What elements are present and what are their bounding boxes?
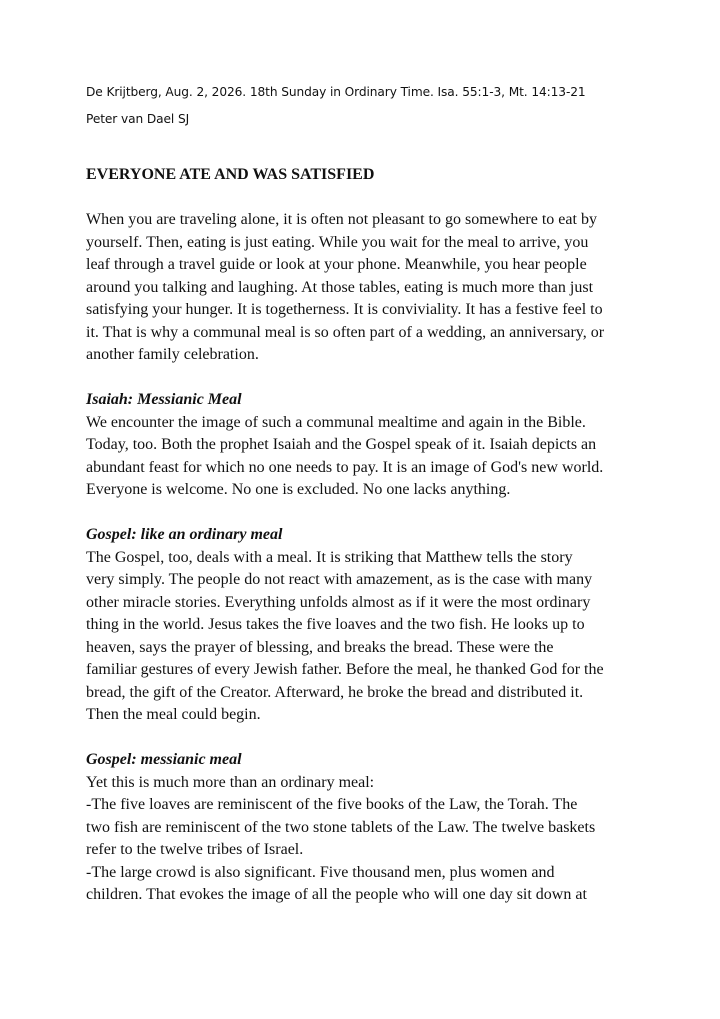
paragraph-gap bbox=[86, 367, 642, 390]
section-heading-ordinary-meal: Gospel: like an ordinary meal bbox=[86, 526, 283, 543]
paragraph-line: children. That evokes the image of all the people who will one day sit down at bbox=[86, 886, 587, 903]
section-heading-messianic-meal: Gospel: messianic meal bbox=[86, 751, 242, 768]
paragraph-line: it. That is why a communal meal is so often part of a wedding, an anniversary, or bbox=[86, 323, 605, 341]
paragraph-line: abundant feast for which no one needs to pay. It is an image of God's new world. bbox=[86, 458, 604, 476]
messianic-meal-paragraph bbox=[86, 772, 642, 907]
paragraph-gap bbox=[86, 727, 642, 750]
paragraph-line: very simply. The people do not react with amazement, as is the case with many bbox=[86, 571, 593, 588]
document-title: EVERYONE ATE AND WAS SATISFIED bbox=[86, 166, 375, 183]
paragraph-line: leaf through a travel guide or look at your phone. Meanwhile, you hear people bbox=[86, 256, 587, 273]
paragraph-line: Today, too. Both the prophet Isaiah and the Gospel speak of it. Isaiah depicts an bbox=[86, 436, 597, 453]
paragraph-line: around you talking and laughing. At those tables, eating is much more than just bbox=[86, 278, 594, 296]
isaiah-paragraph bbox=[86, 412, 642, 502]
paragraph-line: The Gospel, too, deals with a meal. It is striking that Matthew tells the story bbox=[86, 548, 573, 566]
paragraph-line: When you are traveling alone, it is often not pleasant to go somewhere to eat by bbox=[86, 211, 597, 228]
paragraph-line: yourself. Then, eating is just eating. While you wait for the meal to arrive, you bbox=[86, 233, 589, 251]
paragraph-gap bbox=[86, 502, 642, 525]
paragraph-line: other miracle stories. Everything unfolds almost as if it were the most ordinary bbox=[86, 593, 591, 611]
paragraph-line: heaven, says the prayer of blessing, and breaks the bread. These were the bbox=[86, 638, 554, 656]
paragraph-line: familiar gestures of every Jewish father. Before the meal, he thanked God for the bbox=[86, 661, 604, 678]
paragraph-line: another family celebration. bbox=[86, 346, 259, 363]
paragraph-line: -The large crowd is also significant. Five thousand men, plus women and bbox=[86, 863, 555, 881]
paragraph-line: bread, the gift of the Creator. Afterward, he broke the bread and distributed it. bbox=[86, 683, 584, 701]
paragraph-line: Yet this is much more than an ordinary meal: bbox=[86, 773, 375, 791]
section-heading-isaiah: Isaiah: Messianic Meal bbox=[86, 391, 242, 408]
paragraph-gap bbox=[86, 187, 642, 210]
paragraph-line: two fish are reminiscent of the two stone tablets of the Law. The twelve baskets bbox=[86, 818, 596, 836]
paragraph-line: Then the meal could begin. bbox=[86, 706, 261, 723]
ordinary-meal-paragraph bbox=[86, 547, 642, 727]
paragraph-line: thing in the world. Jesus takes the five loaves and the two fish. He looks up to bbox=[86, 616, 585, 633]
paragraph-line: -The five loaves are reminiscent of the five books of the Law, the Torah. The bbox=[86, 796, 578, 813]
paragraph-line: We encounter the image of such a communal mealtime and again in the Bible. bbox=[86, 413, 586, 431]
paragraph-line: Everyone is welcome. No one is excluded. No one lacks anything. bbox=[86, 481, 511, 498]
intro-paragraph bbox=[86, 209, 642, 367]
document-author: Peter van Dael SJ bbox=[86, 112, 190, 126]
document-page bbox=[86, 84, 642, 907]
document-meta-line: De Krijtberg, Aug. 2, 2026. 18th Sunday in Ordinary Time. Isa. 55:1-3, Mt. 14:13-21 bbox=[86, 85, 586, 99]
paragraph-line: satisfying your hunger. It is togetherness. It is conviviality. It has a festive feel to bbox=[86, 301, 603, 318]
paragraph-line: refer to the twelve tribes of Israel. bbox=[86, 841, 304, 858]
